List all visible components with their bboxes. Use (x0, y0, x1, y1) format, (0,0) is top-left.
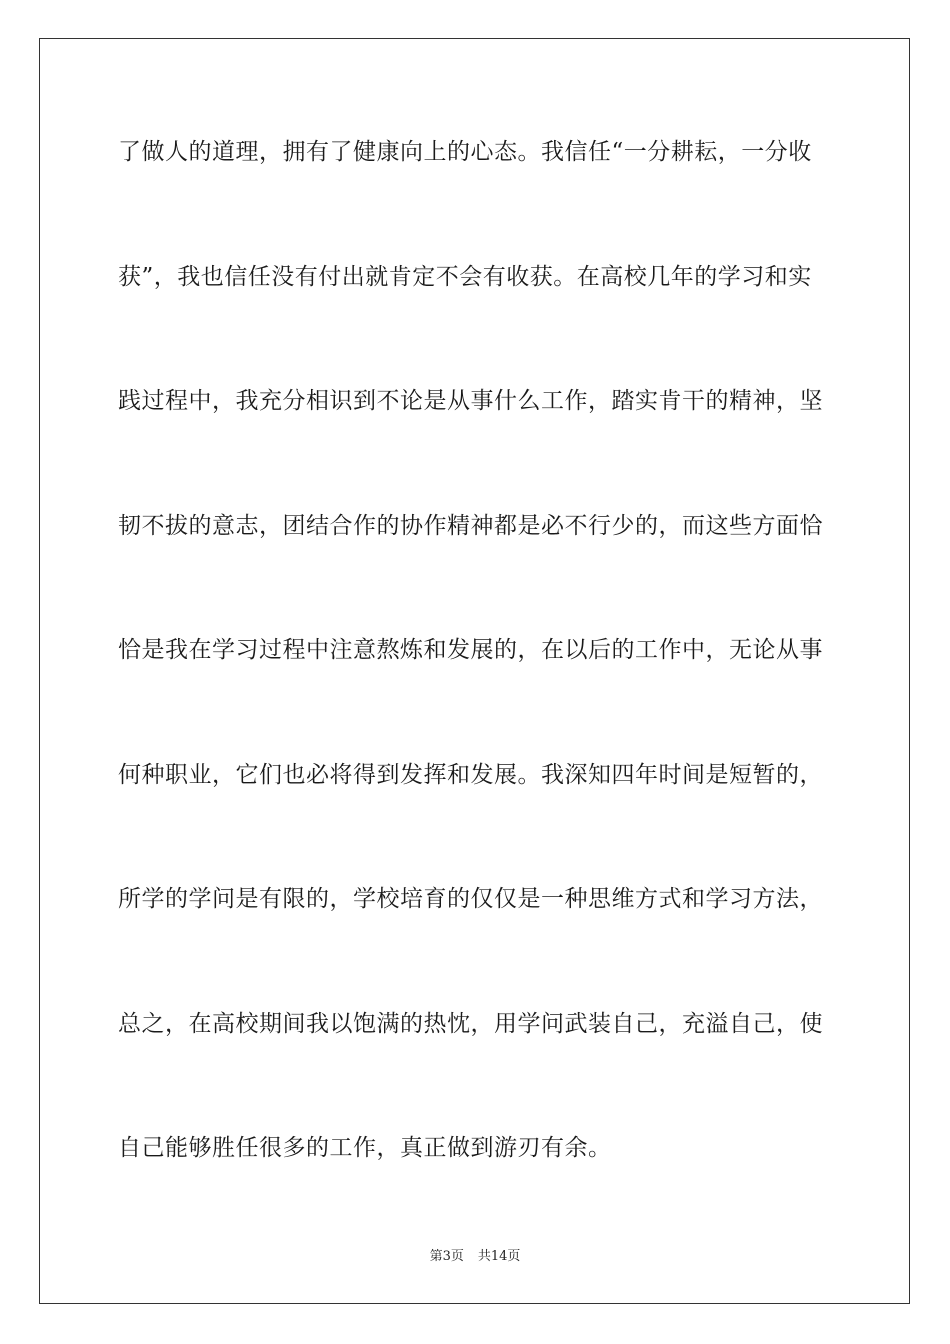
page-number: 第3页 (429, 1249, 464, 1264)
text-line: 所学的学问是有限的，学校培育的仅仅是一种思维方式和学习方法， (118, 886, 823, 912)
text-line: 恰是我在学习过程中注意熬炼和发展的，在以后的工作中，无论从事 (118, 637, 823, 663)
text-line: 韧不拔的意志，团结合作的协作精神都是必不行少的，而这些方面恰 (118, 512, 823, 539)
text-line: 自己能够胜任很多的工作，真正做到游刃有余。 (118, 1135, 612, 1161)
text-line: 获”，我也信任没有付出就肯定不会有收获。在高校几年的学习和实 (118, 263, 812, 290)
text-line: 了做人的道理，拥有了健康向上的心态。我信任“一分耕耘，一分收 (118, 139, 812, 165)
text-line: 何种职业，它们也必将得到发挥和发展。我深知四年时间是短暂的， (118, 761, 823, 788)
document-body (118, 130, 832, 1251)
page-total: 共14页 (477, 1249, 521, 1264)
page-footer (0, 1248, 950, 1266)
text-line: 践过程中，我充分相识到不论是从事什么工作，踏实肯干的精神，坚 (118, 388, 823, 414)
text-line: 总之，在高校期间我以饱满的热忱，用学问武装自己，充溢自己，使 (118, 1010, 823, 1037)
